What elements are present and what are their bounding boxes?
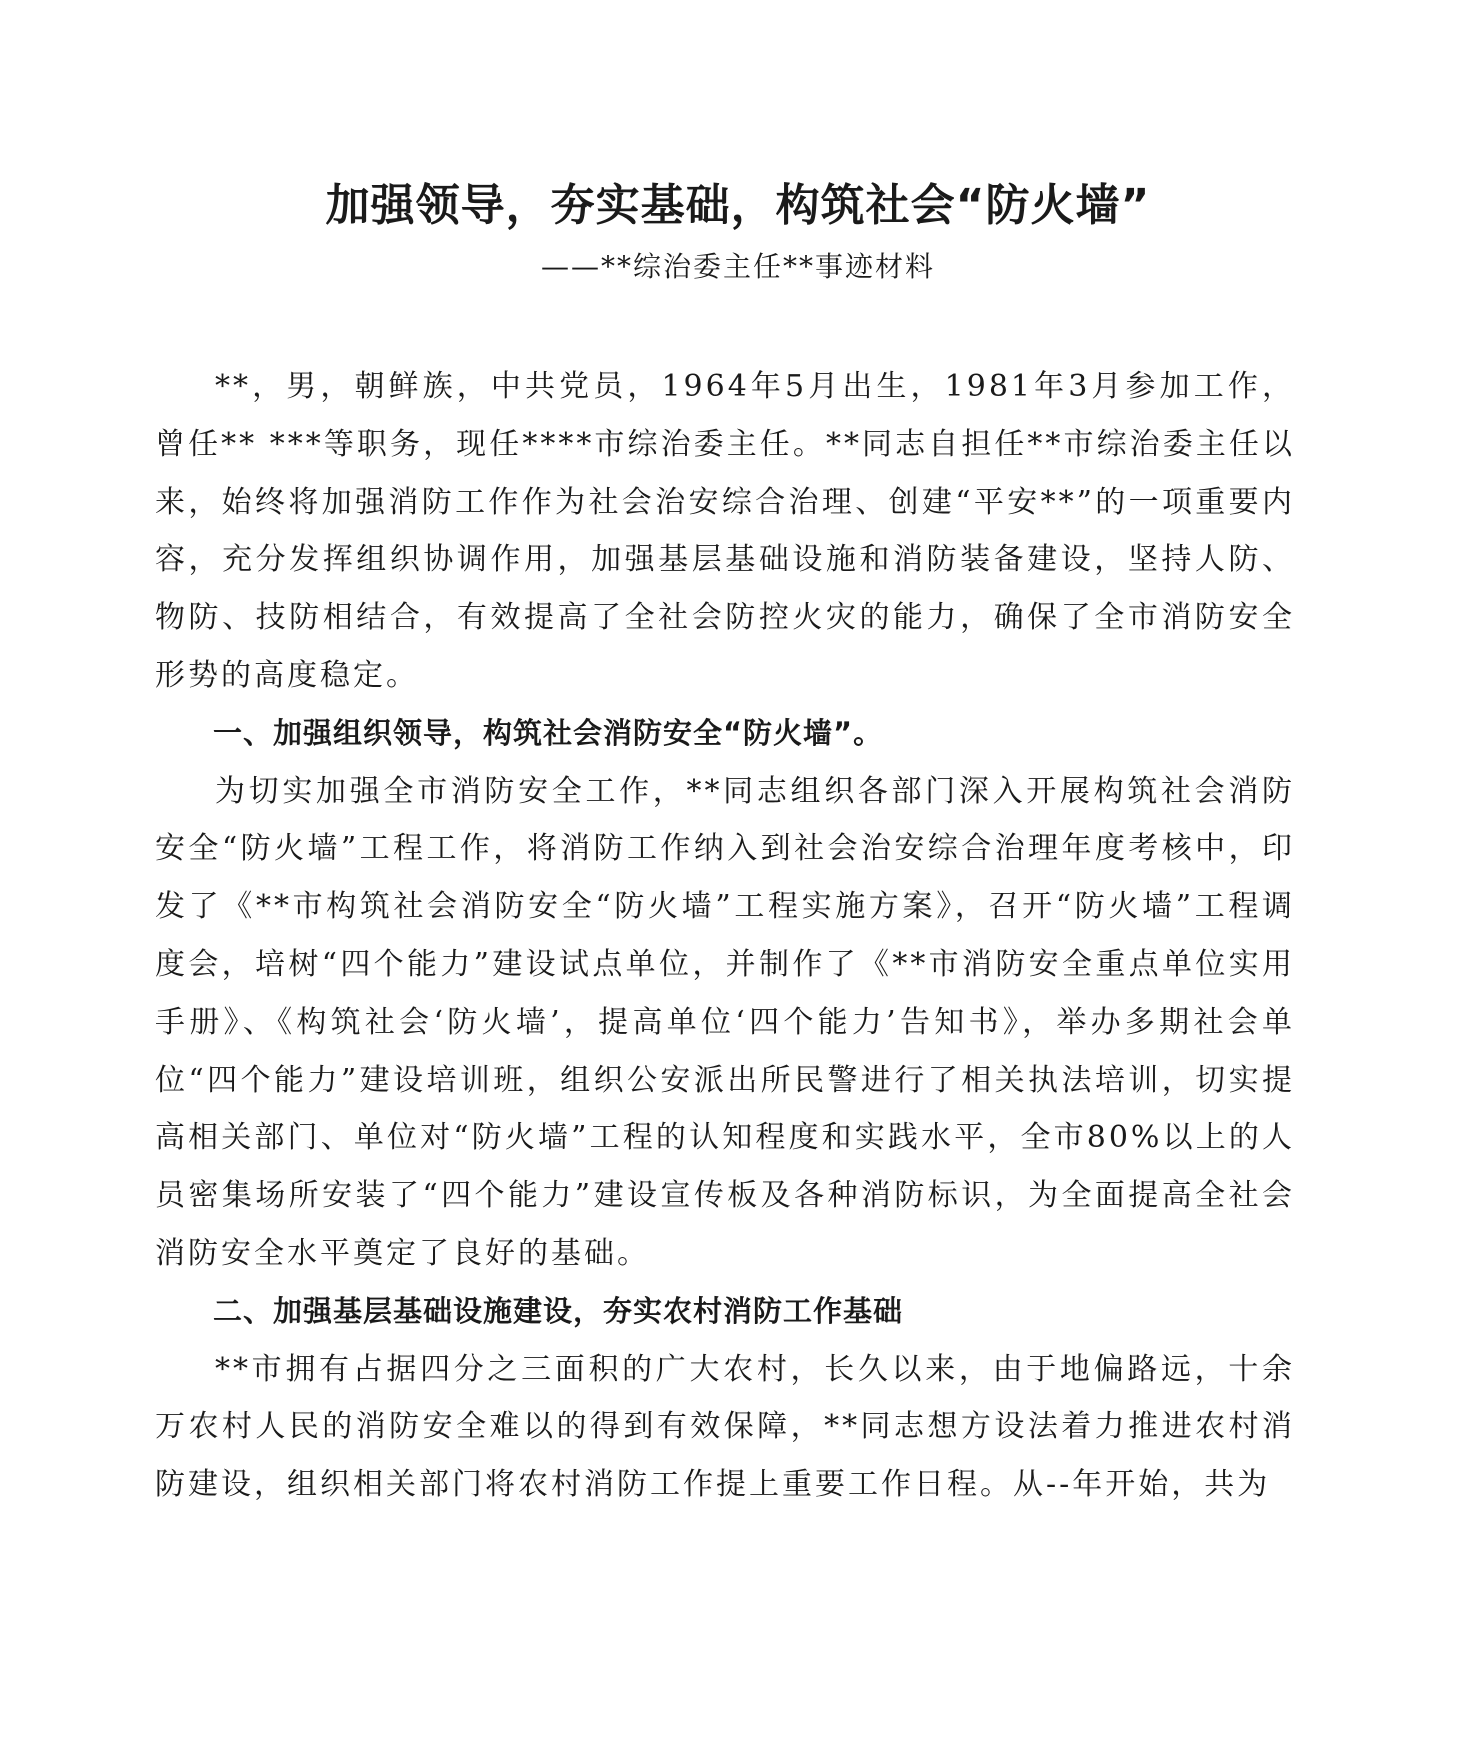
section-2-heading: 二、加强基层基础设施建设，夯实农村消防工作基础 (213, 1293, 904, 1328)
section-1-paragraph: 为切实加强全市消防安全工作，**同志组织各部门深入开展构筑社会消防安全“防火墙”工程工作，将消防工作纳入到社会治安综合治理年度考核中，印发了《**市构筑社会消防安全“防火墙”工程实施方案》，召开“防火墙”工程调度会，培树“四个能力”建设试点单位，并制作了《**市消防安全重点单位实用手册》、《构筑社会‘防火墙’，提高单位‘四个能力’告知书》，举办多期社会单位“四个能力”建设培训班，组织公安派出所民警进行了相关执法培训，切实提高相关部门、单位对“防火墙”工程的认知程度和实践水平，全市80%以上的人员密集场所安装了“四个能力”建设宣传板及各种消防标识，为全面提高全社会消防安全水平奠定了良好的基础。 (155, 773, 1295, 1271)
intro-paragraph: **，男，朝鲜族，中共党员，1964年5月出生，1981年3月参加工作，曾任** ***等职务，现任****市综治委主任。**同志自担任**市综治委主任以来，始终将加强消防工作作为社会治安综合治理、创建“平安**”的一项重要内容，充分发挥组织协调作用，加强基层基础设施和消防装备建设，坚持人防、物防、技防相结合，有效提高了全社会防控火灾的能力，确保了全市消防安全形势的高度稳定。 (155, 369, 1295, 693)
document-body (155, 358, 1295, 1514)
section-1-heading: 一、加强组织领导，构筑社会消防安全“防火墙”。 (213, 715, 884, 750)
section-2-paragraph: **市拥有占据四分之三面积的广大农村，长久以来，由于地偏路远，十余万农村人民的消防安全难以的得到有效保障，**同志想方设法着力推进农村消防建设，组织相关部门将农村消防工作提上重要工作日程。从--年开始，共为 (155, 1351, 1295, 1503)
document-title: 加强领导，夯实基础，构筑社会“防火墙” (325, 180, 1151, 231)
document-subtitle: ——**综治委主任**事迹材料 (540, 250, 935, 283)
